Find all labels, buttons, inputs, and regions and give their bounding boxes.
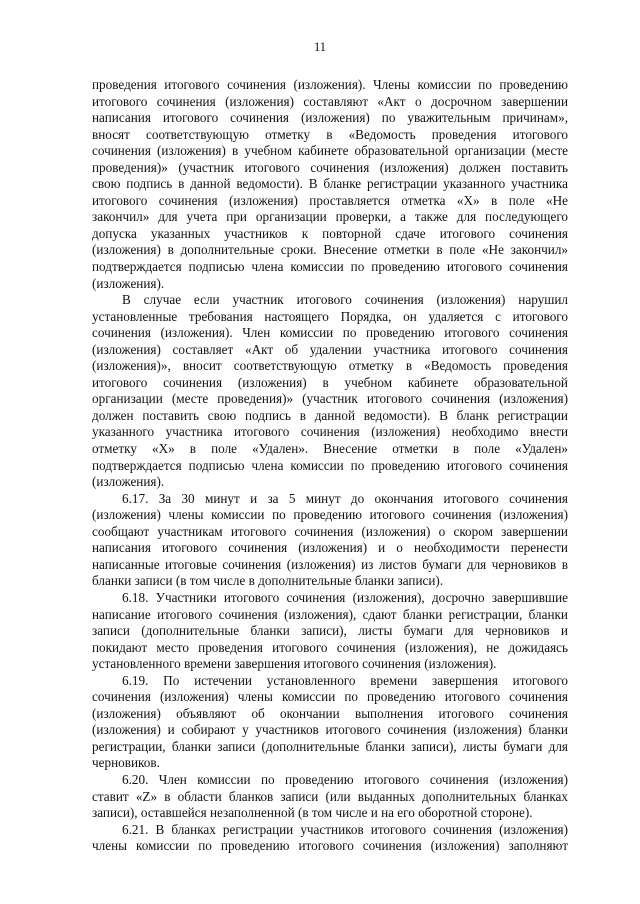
text-line: подтверждается подписью члена комиссии по проведению итогового сочинения	[92, 259, 568, 275]
text-line: В случае если участник итогового сочинения (изложения) нарушил	[122, 292, 568, 308]
text-line: закончил» для учета при организации проверки, а также для последующего	[92, 209, 568, 225]
text-line: (изложения) и собирают у участников итогового сочинения (изложения) бланки	[92, 722, 568, 738]
text-line: подтверждается подписью члена комиссии по проведению итогового сочинения	[92, 457, 568, 473]
text-line: записи (дополнительные бланки записи), листы бумаги для черновиков и	[92, 623, 568, 639]
text-line: организации (месте проведения)» (участник итогового сочинения (изложения)	[92, 391, 568, 407]
text-line: итогового сочинения (изложения) составляют «Акт о досрочном завершении	[92, 93, 568, 109]
text-line: сообщают участникам итогового сочинения (изложения) о скором завершении	[92, 523, 568, 539]
text-line: записи), оставшейся незаполненной (в том числе и на его оборотной стороне).	[92, 805, 533, 821]
text-line: покидают место проведения итогового сочинения (изложения), не дожидаясь	[92, 639, 568, 655]
text-line: 6.20. Член комиссии по проведению итогового сочинения (изложения)	[122, 771, 568, 787]
text-line: сочинения (изложения) в учебном кабинете образовательной организации (месте	[92, 143, 568, 159]
text-line: 6.19. По истечении установленного времени завершения итогового	[122, 672, 568, 688]
text-line: отметку «X» в поле «Удален». Внесение отметки в поле «Удален»	[92, 441, 568, 457]
text-line: указанного участника итогового сочинения (изложения) необходимо внести	[92, 424, 568, 440]
text-line: вносят соответствующую отметку в «Ведомость проведения итогового	[92, 126, 568, 142]
text-line: проведения итогового сочинения (изложения). Члены комиссии по проведению	[92, 77, 568, 92]
text-line: (изложения) в дополнительные сроки. Внесение отметки в поле «Не закончил»	[92, 242, 568, 258]
text-line: (изложения) составляет «Акт об удалении участника итогового сочинения	[92, 341, 568, 357]
text-line: (изложения) члены комиссии по проведению итогового сочинения (изложения)	[92, 507, 568, 523]
text-line: (изложения)», вносит соответствующую отметку в «Ведомость проведения	[92, 358, 568, 374]
text-line: 6.21. В бланках регистрации участников итогового сочинения (изложения)	[122, 821, 568, 837]
text-line: свою подпись в данной ведомости). В бланке регистрации указанного участника	[92, 176, 568, 192]
text-line: сочинения (изложения). Член комиссии по проведению итогового сочинения	[92, 325, 568, 341]
text-line: 6.18. Участники итогового сочинения (изложения), досрочно завершившие	[122, 589, 568, 605]
text-line: написанные итоговые сочинения (изложения) из листов бумаги для черновиков в	[92, 556, 568, 572]
body-text	[92, 77, 568, 855]
text-line: черновиков.	[92, 755, 160, 771]
text-line: итогового сочинения (изложения) в учебном кабинете образовательной	[92, 374, 568, 390]
text-line: бланки записи (в том числе в дополнительные бланки записи).	[92, 573, 444, 589]
text-line: должен поставить свою подпись в данной ведомости). В бланк регистрации	[92, 407, 568, 423]
text-line: написания итогового сочинения (изложения) по уважительным причинам»,	[92, 110, 568, 126]
text-line: установленные требования настоящего Порядка, он удаляется с итогового	[92, 308, 568, 324]
text-line: ставит «Z» в области бланков записи (или выданных дополнительных бланках	[92, 788, 568, 804]
text-line: допуска указанных участников к повторной сдаче итогового сочинения	[92, 225, 568, 241]
text-line: написания итогового сочинения (изложения) и о необходимости перенести	[92, 540, 568, 556]
text-line: (изложения) объявляют об окончании выполнения итогового сочинения	[92, 705, 568, 721]
text-line: члены комиссии по проведению итогового сочинения (изложения) заполняют	[92, 838, 568, 854]
text-line: регистрации, бланки записи (дополнительные бланки записи), листы бумаги для	[92, 738, 568, 754]
text-line: сочинения (изложения) члены комиссии по проведению итогового сочинения	[92, 689, 568, 705]
text-line: 6.17. За 30 минут и за 5 минут до окончания итогового сочинения	[122, 490, 568, 506]
text-line: установленного времени завершения итогового сочинения (изложения).	[92, 656, 497, 672]
page-number: 11	[313, 40, 327, 54]
text-line: написание итогового сочинения (изложения), сдают бланки регистрации, бланки	[92, 606, 568, 622]
text-line: (изложения).	[92, 275, 165, 291]
text-line: итогового сочинения (изложения) проставляется отметка «X» в поле «Не	[92, 192, 568, 208]
text-line: проведения)» (участник итогового сочинения (изложения) должен поставить	[92, 159, 568, 175]
text-line: (изложения).	[92, 474, 165, 490]
